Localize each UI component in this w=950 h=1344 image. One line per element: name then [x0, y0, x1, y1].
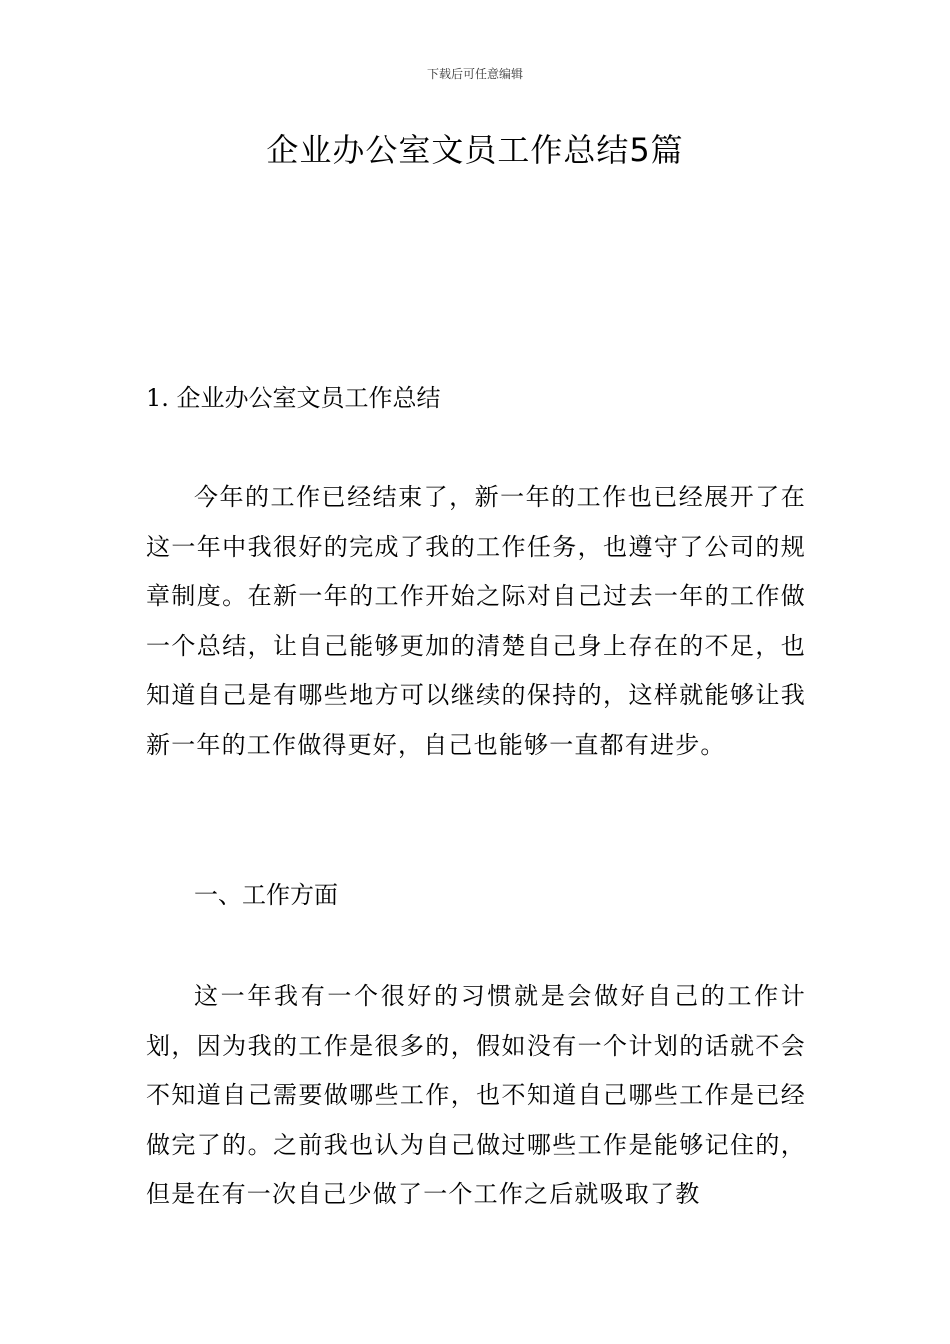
- body-paragraph: 今年的工作已经结束了，新一年的工作也已经展开了在这一年中我很好的完成了我的工作任务，也遵守了公司的规章制度。在新一年的工作开始之际对自己过去一年的工作做一个总结，让自己能够更加的清楚自己身上存在的不足，也知道自己是有哪些地方可以继续的保持的，这样就能够让我新一年的工作做得更好，自己也能够一直都有进步。: [146, 483, 806, 759]
- header-note: 下载后可任意编辑: [426, 67, 523, 81]
- document-title: 企业办公室文员工作总结5篇: [266, 131, 684, 169]
- body-paragraph: 这一年我有一个很好的习惯就是会做好自己的工作计划，因为我的工作是很多的，假如没有一个计划的话就不会不知道自己需要做哪些工作，也不知道自己哪些工作是已经做完了的。之前我也认为自己做过哪些工作是能够记住的，但是在有一次自己少做了一个工作之后就吸取了教: [146, 982, 806, 1208]
- section-heading: 1. 企业办公室文员工作总结: [146, 384, 441, 412]
- subsection-heading: 一、工作方面: [194, 881, 338, 909]
